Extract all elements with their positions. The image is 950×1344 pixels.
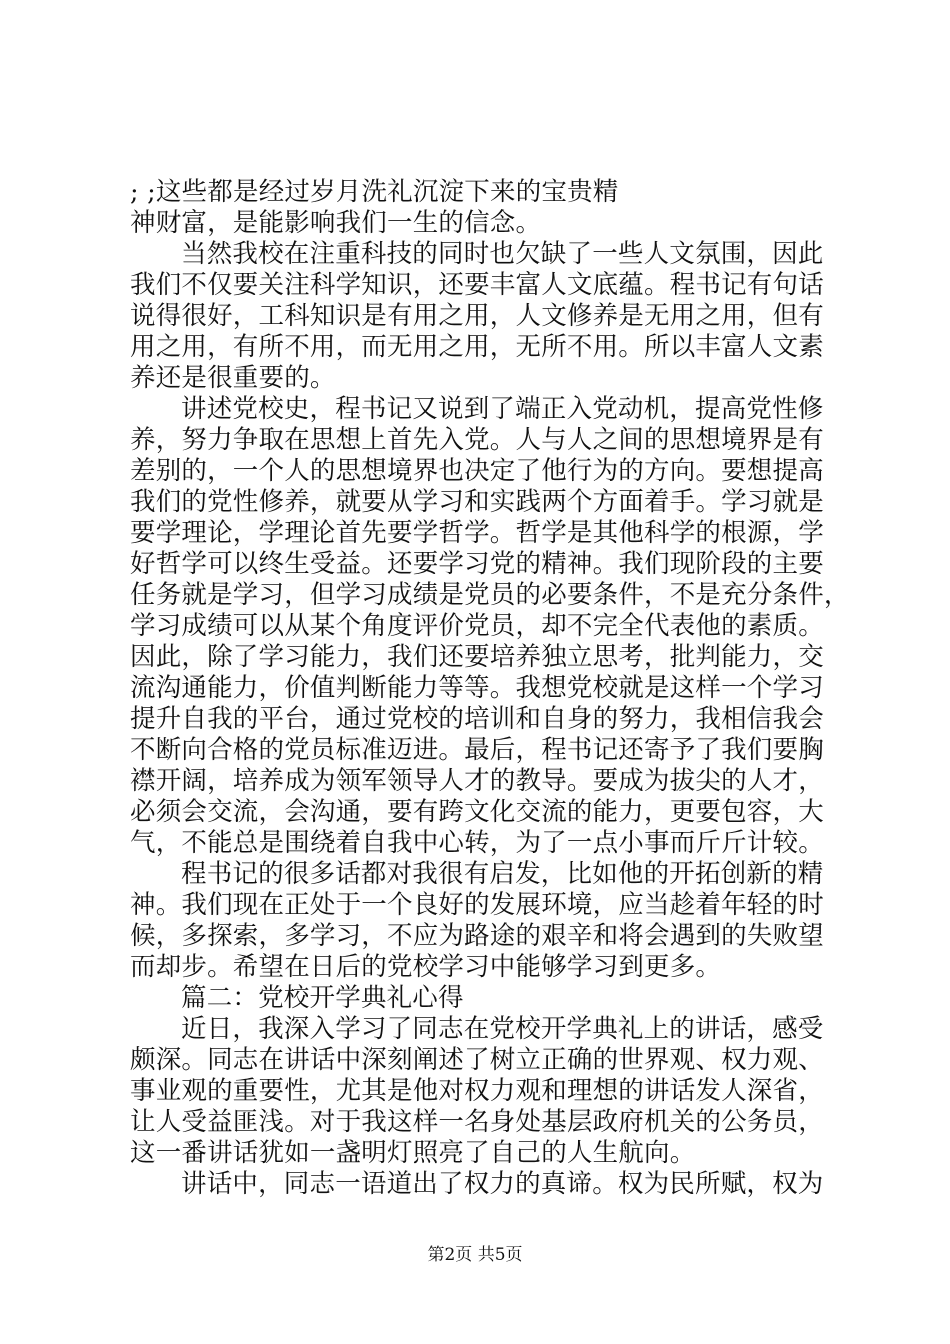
text-line: 候，多探索，多学习，不应为路途的艰辛和将会遇到的失败望 — [130, 921, 824, 951]
text-line: 提升自我的平台，通过党校的培训和自身的努力，我相信我会 — [130, 704, 824, 734]
text-line: 说得很好，工科知识是有用之用，人文修养是无用之用，但有 — [130, 301, 824, 331]
text-line: 神。我们现在正处于一个良好的发展环境，应当趁着年轻的时 — [130, 890, 824, 920]
text-line: 任务就是学习，但学习成绩是党员的必要条件，不是充分条件， — [130, 580, 850, 610]
text-line: 养还是很重要的。 — [130, 363, 336, 393]
paragraph-start-line: 程书记的很多话都对我很有启发，比如他的开拓创新的精 — [181, 859, 824, 889]
page-footer: 第2页 共5页 — [427, 1245, 523, 1265]
text-line: ; ;这些都是经过岁月洗礼沉淀下来的宝贵精 — [130, 177, 619, 207]
text-line: 好哲学可以终生受益。还要学习党的精神。我们现阶段的主要 — [130, 549, 824, 579]
text-line: 神财富，是能影响我们一生的信念。 — [130, 208, 542, 238]
text-line: 养，努力争取在思想上首先入党。人与人之间的思想境界是有 — [130, 425, 824, 455]
text-line: 必须会交流，会沟通，要有跨文化交流的能力，更要包容，大 — [130, 797, 824, 827]
text-line: 事业观的重要性，尤其是他对权力观和理想的讲话发人深省， — [130, 1076, 824, 1106]
paragraph-start-line: 近日，我深入学习了同志在党校开学典礼上的讲话，感受 — [181, 1014, 824, 1044]
text-line: 气，不能总是围绕着自我中心转，为了一点小事而斤斤计较。 — [130, 828, 824, 858]
text-line: 我们不仅要关注科学知识，还要丰富人文底蕴。程书记有句话 — [130, 270, 824, 300]
text-line: 颇深。同志在讲话中深刻阐述了树立正确的世界观、权力观、 — [130, 1045, 824, 1075]
paragraph-start-line: 讲述党校史，程书记又说到了端正入党动机，提高党性修 — [181, 394, 824, 424]
text-line: 襟开阔，培养成为领军领导人才的教导。要成为拔尖的人才， — [130, 766, 824, 796]
paragraph-start-line: 当然我校在注重科技的同时也欠缺了一些人文氛围，因此 — [181, 239, 824, 269]
text-line: 我们的党性修养，就要从学习和实践两个方面着手。学习就是 — [130, 487, 824, 517]
text-line: 因此，除了学习能力，我们还要培养独立思考，批判能力，交 — [130, 642, 824, 672]
text-line: 而却步。希望在日后的党校学习中能够学习到更多。 — [130, 952, 722, 982]
text-line: 用之用，有所不用，而无用之用，无所不用。所以丰富人文素 — [130, 332, 824, 362]
text-line: 不断向合格的党员标准迈进。最后，程书记还寄予了我们要胸 — [130, 735, 824, 765]
text-line: 要学理论，学理论首先要学哲学。哲学是其他科学的根源，学 — [130, 518, 824, 548]
text-line: 学习成绩可以从某个角度评价党员，却不完全代表他的素质。 — [130, 611, 824, 641]
section-heading: 篇二：党校开学典礼心得 — [181, 983, 464, 1013]
text-line: 差别的，一个人的思想境界也决定了他行为的方向。要想提高 — [130, 456, 824, 486]
text-line: 让人受益匪浅。对于我这样一名身处基层政府机关的公务员， — [130, 1107, 824, 1137]
text-line: 这一番讲话犹如一盏明灯照亮了自己的人生航向。 — [130, 1138, 696, 1168]
paragraph-start-line: 讲话中，同志一语道出了权力的真谛。权为民所赋，权为 — [181, 1169, 824, 1199]
text-line: 流沟通能力，价值判断能力等等。我想党校就是这样一个学习 — [130, 673, 824, 703]
